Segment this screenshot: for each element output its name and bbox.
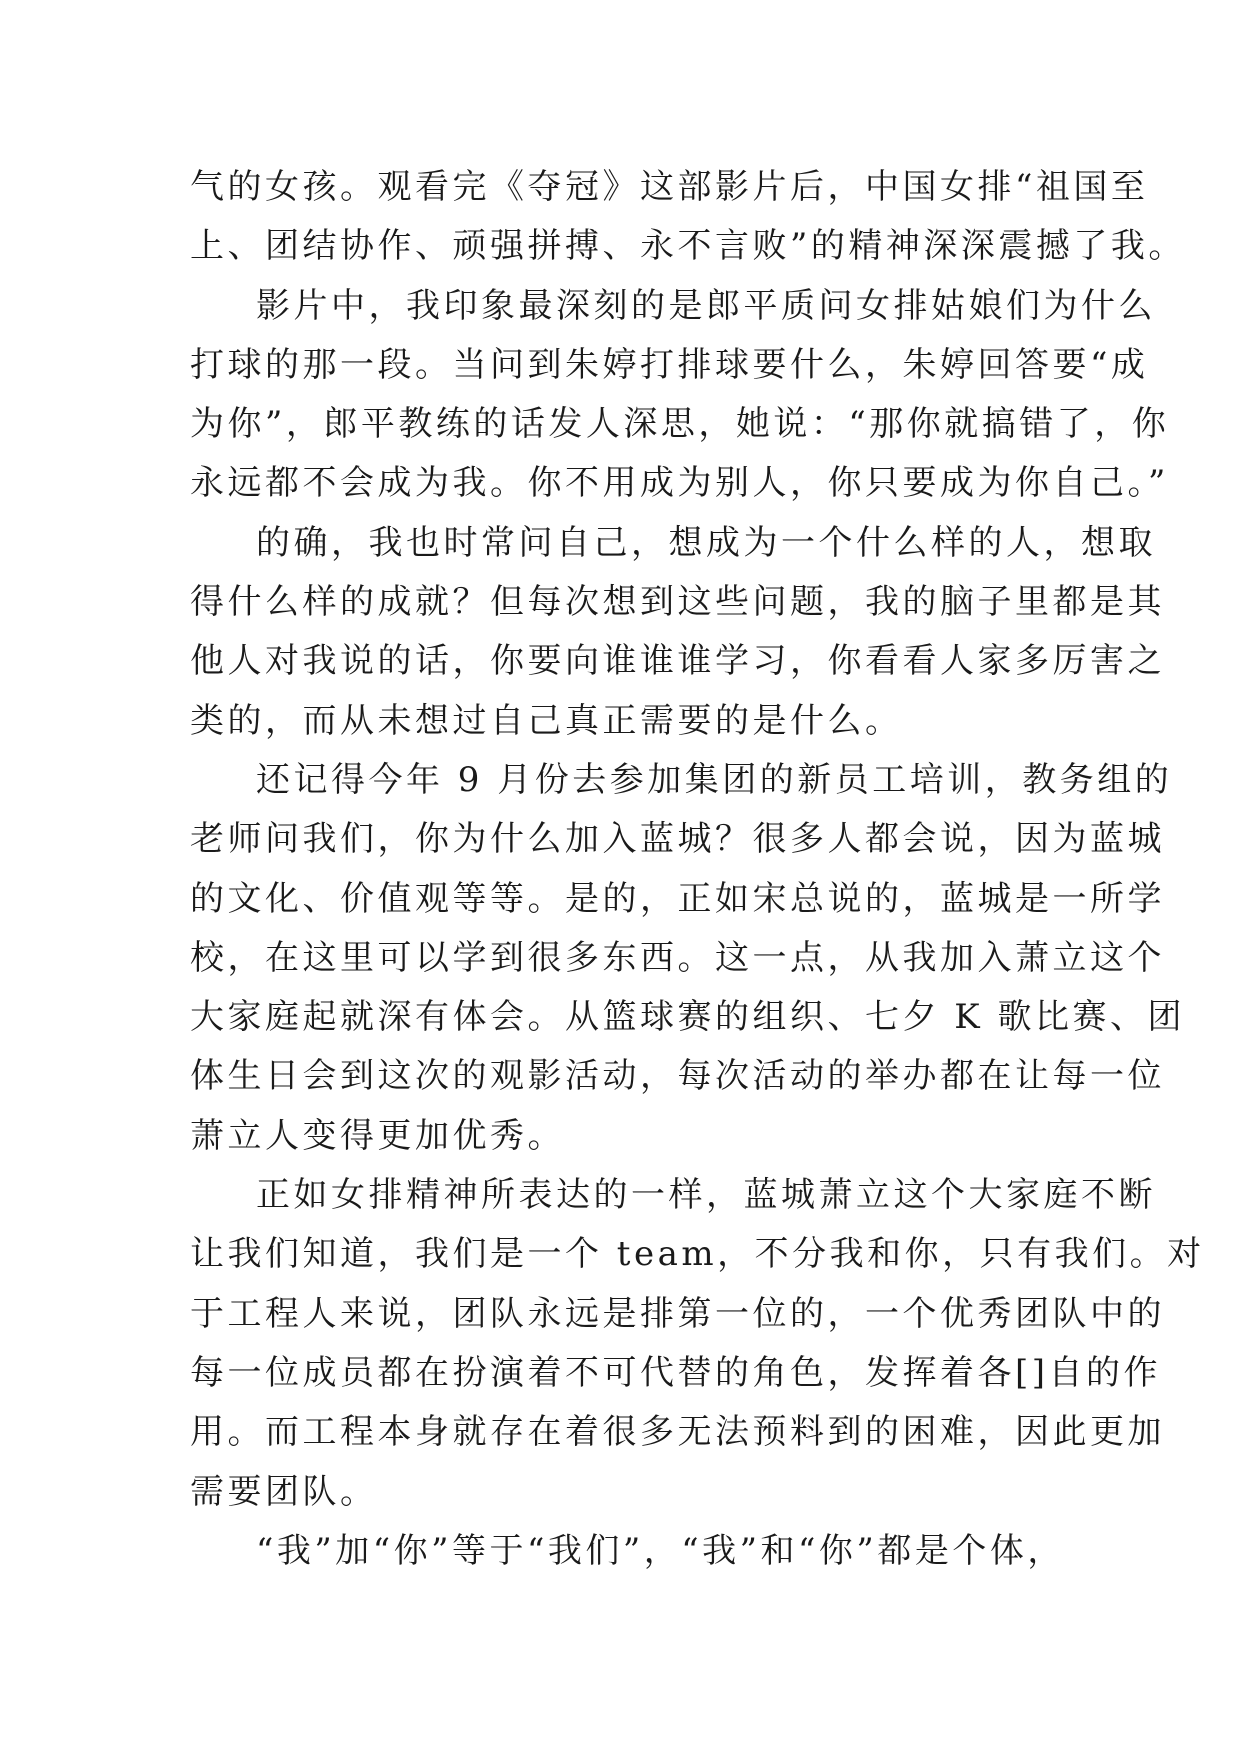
text-line: 的文化、价值观等等。是的，正如宋总说的，蓝城是一所学 <box>190 878 1165 919</box>
paragraph-start-line: 还记得今年 9 月份去参加集团的新员工培训，教务组的 <box>256 759 1173 800</box>
text-line: 老师问我们，你为什么加入蓝城？很多人都会说，因为蓝城 <box>190 819 1165 860</box>
text-line: 为你”，郎平教练的话发人深思，她说：“那你就搞错了，你 <box>190 404 1170 445</box>
text-line: 他人对我说的话，你要向谁谁谁学习，你看看人家多厉害之 <box>190 641 1165 682</box>
paragraph-start-line: “我”加“你”等于“我们”，“我”和“你”都是个体， <box>256 1530 1065 1571</box>
paragraph-start-line: 影片中，我印象最深刻的是郎平质问女排姑娘们为什么 <box>256 285 1156 326</box>
text-line: 校，在这里可以学到很多东西。这一点，从我加入萧立这个 <box>190 937 1165 978</box>
text-line: 每一位成员都在扮演着不可代替的角色，发挥着各[]自的作 <box>190 1352 1162 1393</box>
text-line: 上、团结协作、顽强拼搏、永不言败”的精神深深震撼了我。 <box>190 226 1186 267</box>
text-line: 萧立人变得更加优秀。 <box>190 1115 565 1156</box>
text-line: 打球的那一段。当问到朱婷打排球要什么，朱婷回答要“成 <box>190 344 1149 385</box>
text-line: 大家庭起就深有体会。从篮球赛的组织、七夕 K 歌比赛、团 <box>190 997 1186 1038</box>
text-line: 让我们知道，我们是一个 team，不分我和你，只有我们。对 <box>190 1234 1205 1275</box>
text-line: 需要团队。 <box>190 1471 378 1512</box>
paragraph-start-line: 正如女排精神所表达的一样，蓝城萧立这个大家庭不断 <box>256 1175 1156 1216</box>
text-line: 体生日会到这次的观影活动，每次活动的举办都在让每一位 <box>190 1056 1165 1097</box>
text-line: 于工程人来说，团队永远是排第一位的，一个优秀团队中的 <box>190 1293 1165 1334</box>
document-body <box>190 158 1205 1581</box>
text-line: 气的女孩。观看完《夺冠》这部影片后，中国女排“祖国至 <box>190 167 1149 207</box>
text-line: 用。而工程本身就存在着很多无法预料到的困难，因此更加 <box>190 1412 1165 1453</box>
text-line: 永远都不会成为我。你不用成为别人，你只要成为你自己。” <box>190 463 1169 504</box>
text-line: 得什么样的成就？但每次想到这些问题，我的脑子里都是其 <box>190 582 1165 623</box>
paragraph-start-line: 的确，我也时常问自己，想成为一个什么样的人，想取 <box>256 522 1156 563</box>
text-line: 类的，而从未想过自己真正需要的是什么。 <box>190 700 903 741</box>
